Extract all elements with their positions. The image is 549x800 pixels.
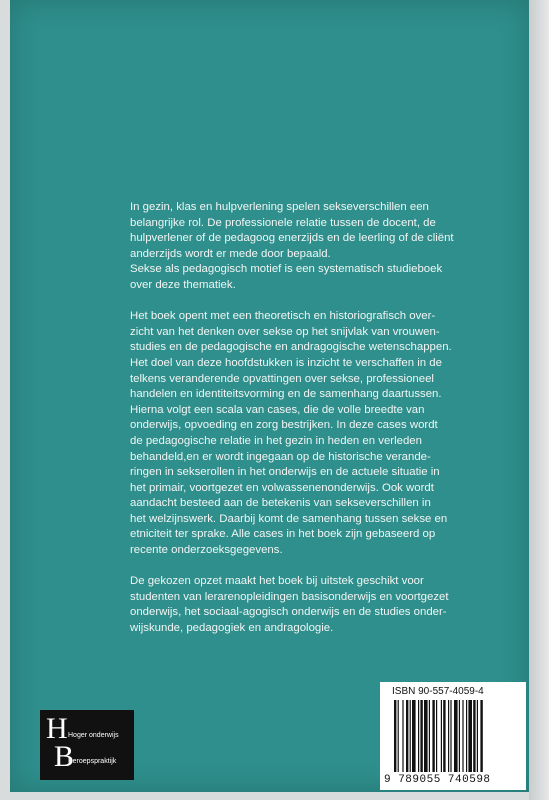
- barcode-icon: [394, 700, 512, 772]
- blurb-paragraph-1: In gezin, klas en hulpverlening spelen sekseverschillen een belangrijke rol. De professionele relatie tussen de docent, de hulpverlener of de pedagoog enerzijds en de leerling of de cliënt anderzijds wordt er mede door bepaald. Sekse als pedagogisch motief is een systematisch studieboek over deze thematiek.: [130, 201, 454, 291]
- logo-letter-h: H: [46, 712, 68, 745]
- publisher-logo: [40, 710, 134, 780]
- back-cover: [10, 0, 529, 792]
- barcode-digits: 9 789055 740598: [384, 774, 491, 786]
- paper-edge: [529, 0, 549, 800]
- isbn-label: ISBN 90-557-4059-4: [392, 686, 484, 697]
- blurb-text: [130, 200, 530, 652]
- blurb-paragraph-2: Het boek opent met een theoretisch en historiografisch over- zicht van het denken over sekse op het snijvlak van vrouwen- studies en de pedagogische en andragogische wetenschappen. Het doel van deze hoofdstukken is inzicht te verschaffen in de telkens veranderende opvattingen over sekse, professioneel handelen en identiteitsvorming en de samenhang daartussen. Hierna volgt een scala van cases, die de volle breedte van onderwijs, opvoeding en zorg bestrijken. In deze cases wordt de pedagogische relatie in het gezin in heden en verleden behandeld,en er wordt ingegaan op de historische verande- ringen in sekserollen in het onderwijs en de actuele situatie in het primair, voortgezet en volwassenenonderwijs. Ook wordt aandacht besteed aan de betekenis van sekseverschillen in het welzijnswerk. Daarbij komt de samenhang tussen sekse en etniciteit ter sprake. Alle cases in het boek zijn gebaseerd op recente onderzoeksgegevens.: [130, 310, 452, 557]
- blurb-paragraph-3: De gekozen opzet maakt het boek bij uitstek geschikt voor studenten van lerarenopleidingen basisonderwijs en voortgezet onderwijs, het sociaal-agogisch onderwijs en de studies onder- wijskunde, pedagogiek en andragologie.: [130, 575, 449, 635]
- logo-line-2: Beroepspraktijk: [68, 758, 117, 765]
- logo-line-1: Hoger onderwijs: [68, 732, 119, 739]
- logo-letter-b: B: [54, 740, 75, 773]
- isbn-barcode-box: [380, 682, 526, 790]
